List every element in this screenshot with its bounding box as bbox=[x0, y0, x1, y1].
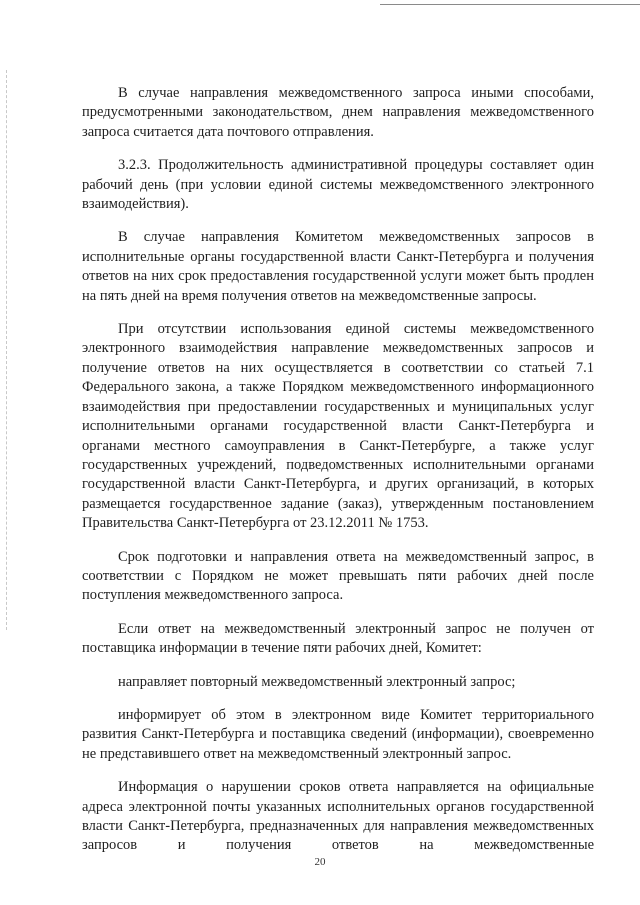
top-rule bbox=[380, 4, 640, 5]
paragraph: Если ответ на межведомственный электронный запрос не получен от поставщика информации в течение пяти рабочих дней, Комитет: bbox=[82, 620, 594, 657]
paragraph: направляет повторный межведомственный электронный запрос; bbox=[118, 673, 516, 690]
paragraph: В случае направления Комитетом межведомственных запросов в исполнительные органы государственной власти Санкт-Петербурга и получения ответов на них срок предоставления государственной услуги может быть продлен на пять дней на время получения ответов на межведомственные запросы. bbox=[82, 229, 594, 304]
paragraph: Срок подготовки и направления ответа на межведомственный запрос, в соответствии с Порядком не может превышать пяти рабочих дней после поступления межведомственного запроса. bbox=[82, 548, 594, 604]
scan-margin-marks bbox=[6, 70, 9, 630]
paragraph: информирует об этом в электронном виде Комитет территориального развития Санкт-Петербурга и поставщика сведений (информации), своевременно не представившего ответ на межведомственный электронный запрос. bbox=[82, 706, 594, 762]
paragraph: При отсутствии использования единой системы межведомственного электронного взаимодействия направление межведомственных запросов и получение ответов на них осуществляется в соответствии со статьей 7.1 Федерального закона, а также Порядком межведомственного информационного взаимодействия при предоставлении государственных и муниципальных услуг исполнительными органами государственной власти Санкт-Петербурга и органами местного самоуправления в Санкт-Петербурге, а также услуг государственных учреждений, подведомственных исполнительными органами государственной власти Санкт-Петербурга, и других организаций, в которых размещается государственное задание (заказ), утвержденным постановлением Правительства Санкт-Петербурга от 23.12.2011 № 1753. bbox=[82, 321, 594, 532]
paragraph: В случае направления межведомственного запроса иными способами, предусмотренными законодательством, днем направления межведомственного запроса считается дата почтового отправления. bbox=[82, 85, 594, 140]
paragraph: Информация о нарушении сроков ответа направляется на официальные адреса электронной почты указанных исполнительных органов государственной власти Санкт-Петербурга, предназначенных для направления межведомственных запросов и получения ответов на межведомственные bbox=[82, 779, 594, 854]
paragraph: 3.2.3. Продолжительность административной процедуры составляет один рабочий день (при условии единой системы межведомственного электронного взаимодействия). bbox=[82, 157, 594, 213]
document-body bbox=[82, 84, 594, 856]
page-number: 20 bbox=[314, 856, 326, 868]
